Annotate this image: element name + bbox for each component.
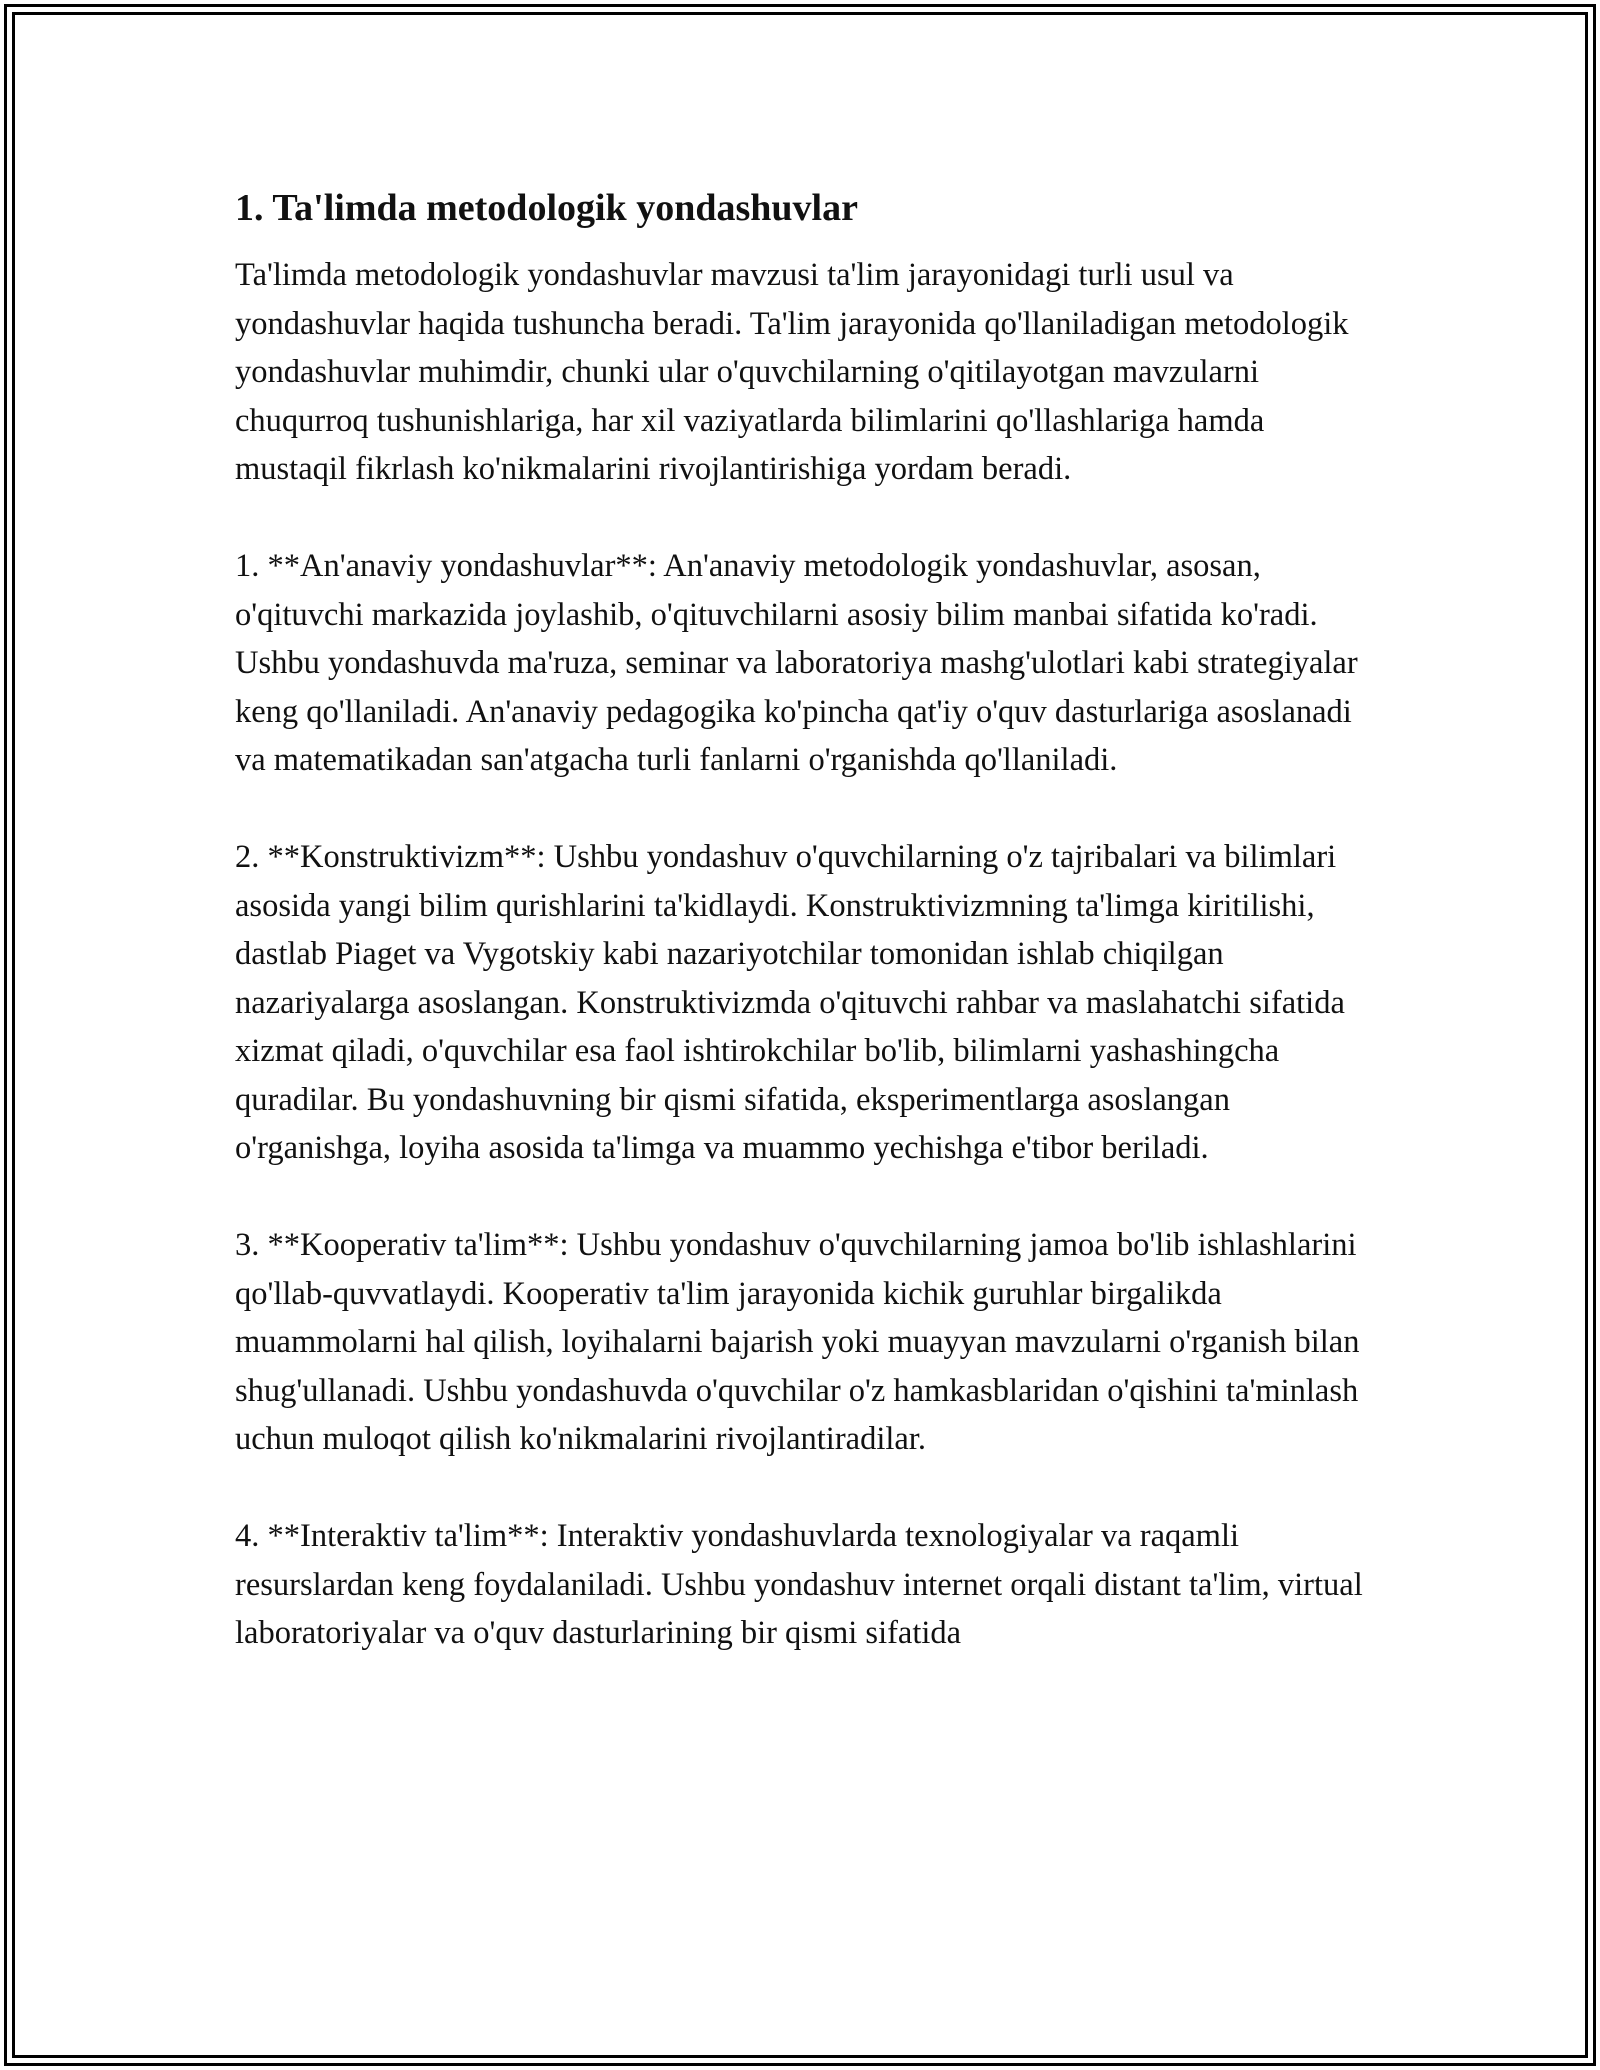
paragraph-constructivism: 2. **Konstruktivizm**: Ushbu yondashuv o'quvchilarning o'z tajribalari va bilimlari asosida yangi bilim qurishlarini ta'kidlaydi. Konstruktivizmning ta'limga kiritilishi, dastlab Piaget va Vygotskiy kabi nazariyotchilar tomonidan ishlab chiqilgan nazariyalarga asoslangan. Konstruktivizmda o'qituvchi rahbar va maslahatchi sifatida xizmat qiladi, o'quvchilar esa faol ishtirokchilar bo'lib, bilimlarni yashashingcha quradilar. Bu yondashuvning bir qismi sifatida, eksperimentlarga asoslangan o'rganishga, loyiha asosida ta'limga va muammo yechishga e'tibor beriladi.: [235, 839, 1345, 1166]
section-heading: 1. Ta'limda metodologik yondashuvlar: [235, 187, 858, 229]
paragraph-traditional-approaches: 1. **An'anaviy yondashuvlar**: An'anaviy metodologik yondashuvlar, asosan, o'qituvchi markazida joylashib, o'qituvchilarni asosiy bilim manbai sifatida ko'radi. Ushbu yondashuvda ma'ruza, seminar va laboratoriya mashg'ulotlari kabi strategiyalar keng qo'llaniladi. An'anaviy pedagogika ko'pincha qat'iy o'quv dasturlariga asoslanadi va matematikadan san'atgacha turli fanlarni o'rganishda qo'llaniladi.: [235, 548, 1358, 778]
intro-paragraph: Ta'limda metodologik yondashuvlar mavzusi ta'lim jarayonidagi turli usul va yondashuvlar haqida tushuncha beradi. Ta'lim jarayonida qo'llaniladigan metodologik yondashuvlar muhimdir, chunki ular o'quvchilarning o'qitilayotgan mavzularni chuqurroq tushunishlariga, har xil vaziyatlarda bilimlarini qo'llashlariga hamda mustaqil fikrlash ko'nikmalarini rivojlantirishiga yordam beradi.: [235, 257, 1349, 487]
paragraph-cooperative-learning: 3. **Kooperativ ta'lim**: Ushbu yondashuv o'quvchilarning jamoa bo'lib ishlashlarini qo'llab-quvvatlaydi. Kooperativ ta'lim jarayonida kichik guruhlar birgalikda muammolarni hal qilish, loyihalarni bajarish yoki muayyan mavzularni o'rganish bilan shug'ullanadi. Ushbu yondashuvda o'quvchilar o'z hamkasblaridan o'qishini ta'minlash uchun muloqot qilish ko'nikmalarini rivojlantiradilar.: [235, 1227, 1360, 1457]
paragraph-interactive-learning: 4. **Interaktiv ta'lim**: Interaktiv yondashuvlarda texnologiyalar va raqamli resurslardan keng foydalaniladi. Ushbu yondashuv internet orqali distant ta'lim, virtual laboratoriyalar va o'quv dasturlarining bir qismi sifatida: [235, 1518, 1363, 1651]
document-body: [235, 185, 1375, 1706]
